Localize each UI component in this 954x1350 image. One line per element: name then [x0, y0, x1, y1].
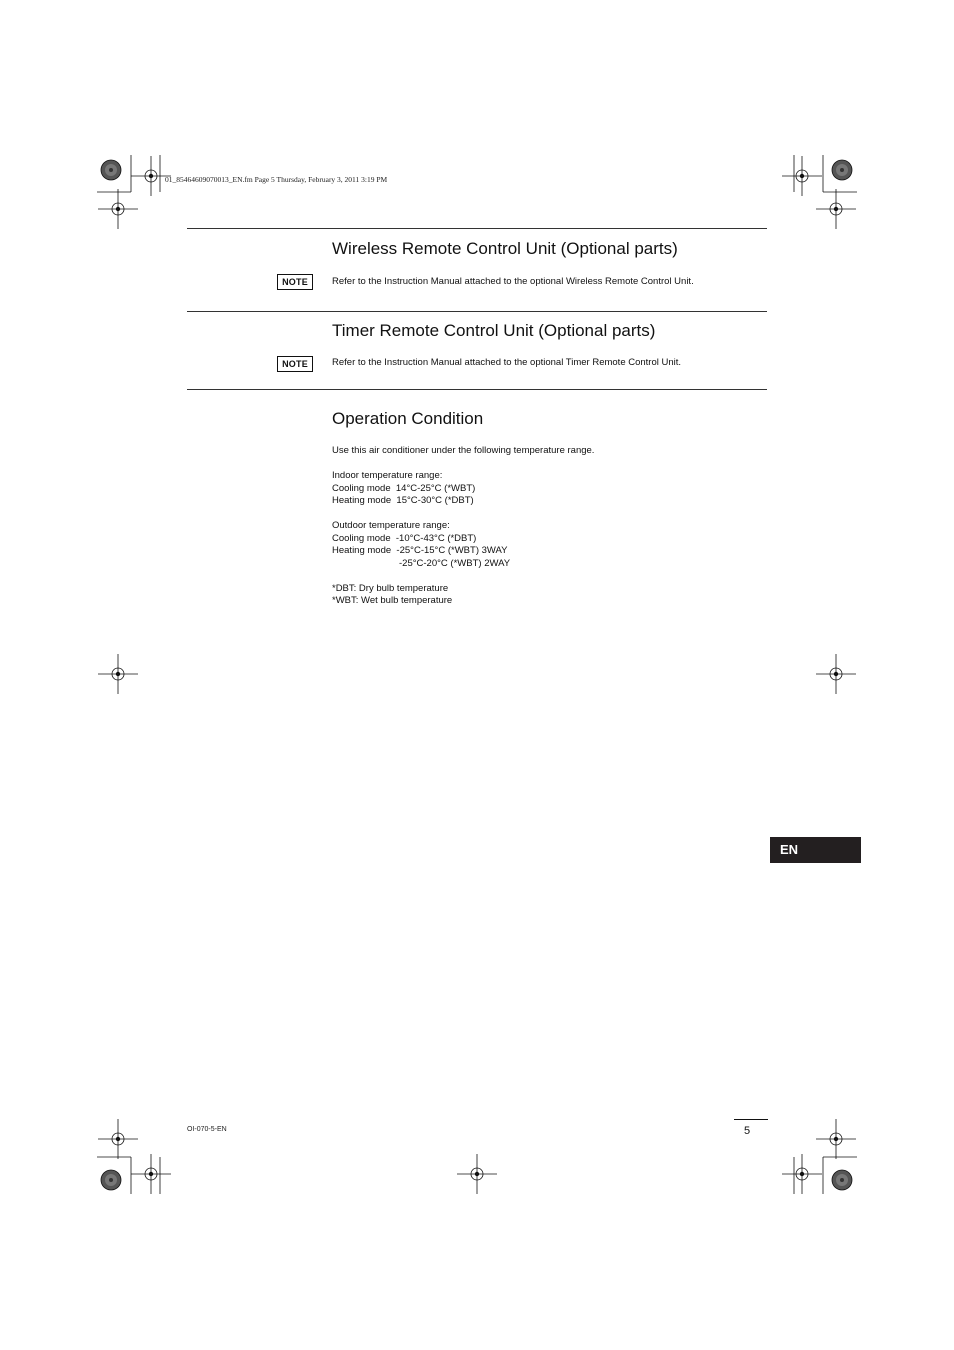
- indoor-cooling: Cooling mode 14°C-25°C (*WBT): [332, 482, 476, 494]
- language-tab: [770, 837, 861, 863]
- page-number: 5: [744, 1125, 751, 1137]
- crop-mark-top-left: [97, 155, 171, 229]
- outdoor-heating-2way: -25°C-20°C (*WBT) 2WAY: [399, 557, 511, 569]
- section-title-operation: Operation Condition: [332, 409, 484, 428]
- outdoor-heading: Outdoor temperature range:: [332, 520, 450, 531]
- indoor-heating: Heating mode 15°C-30°C (*DBT): [332, 495, 474, 506]
- note-text-timer: Refer to the Instruction Manual attached to the optional Timer Remote Control Unit.: [332, 357, 682, 368]
- note-text-wireless: Refer to the Instruction Manual attached to the optional Wireless Remote Control Unit.: [332, 276, 694, 287]
- section-title-wireless: Wireless Remote Control Unit (Optional parts): [332, 239, 678, 258]
- section-divider: [187, 311, 767, 312]
- doc-code: OI-070-5-EN: [187, 1126, 227, 1133]
- operation-conditions: [332, 445, 594, 608]
- note-badge: NOTE: [277, 274, 313, 290]
- crop-mark-bottom-right: [782, 1119, 857, 1194]
- outdoor-cooling: Cooling mode -10°C-43°C (*DBT): [332, 532, 477, 544]
- language-tab-label: EN: [780, 842, 799, 857]
- intro-text: Use this air conditioner under the following temperature range.: [332, 445, 595, 456]
- indoor-heading: Indoor temperature range:: [332, 470, 443, 481]
- footnote-dbt: *DBT: Dry bulb temperature: [332, 582, 449, 594]
- crop-mark-top-right: [782, 155, 857, 229]
- page-number-rule: [734, 1119, 768, 1120]
- file-info-header: 01_85464609070013_EN.fm Page 5 Thursday, February 3, 2011 3:19 PM: [165, 175, 388, 184]
- crop-mark-mid-left: [98, 654, 138, 694]
- section-title-timer: Timer Remote Control Unit (Optional parts): [332, 321, 656, 340]
- section-divider: [187, 228, 767, 229]
- crop-mark-bottom-center: [457, 1154, 497, 1194]
- section-divider: [187, 389, 767, 390]
- crop-mark-bottom-left: [97, 1119, 171, 1194]
- crop-mark-mid-right: [816, 654, 856, 694]
- footnote-wbt: *WBT: Wet bulb temperature: [332, 595, 453, 606]
- outdoor-heating-3way: Heating mode -25°C-15°C (*WBT) 3WAY: [332, 545, 508, 556]
- note-badge: NOTE: [277, 356, 313, 372]
